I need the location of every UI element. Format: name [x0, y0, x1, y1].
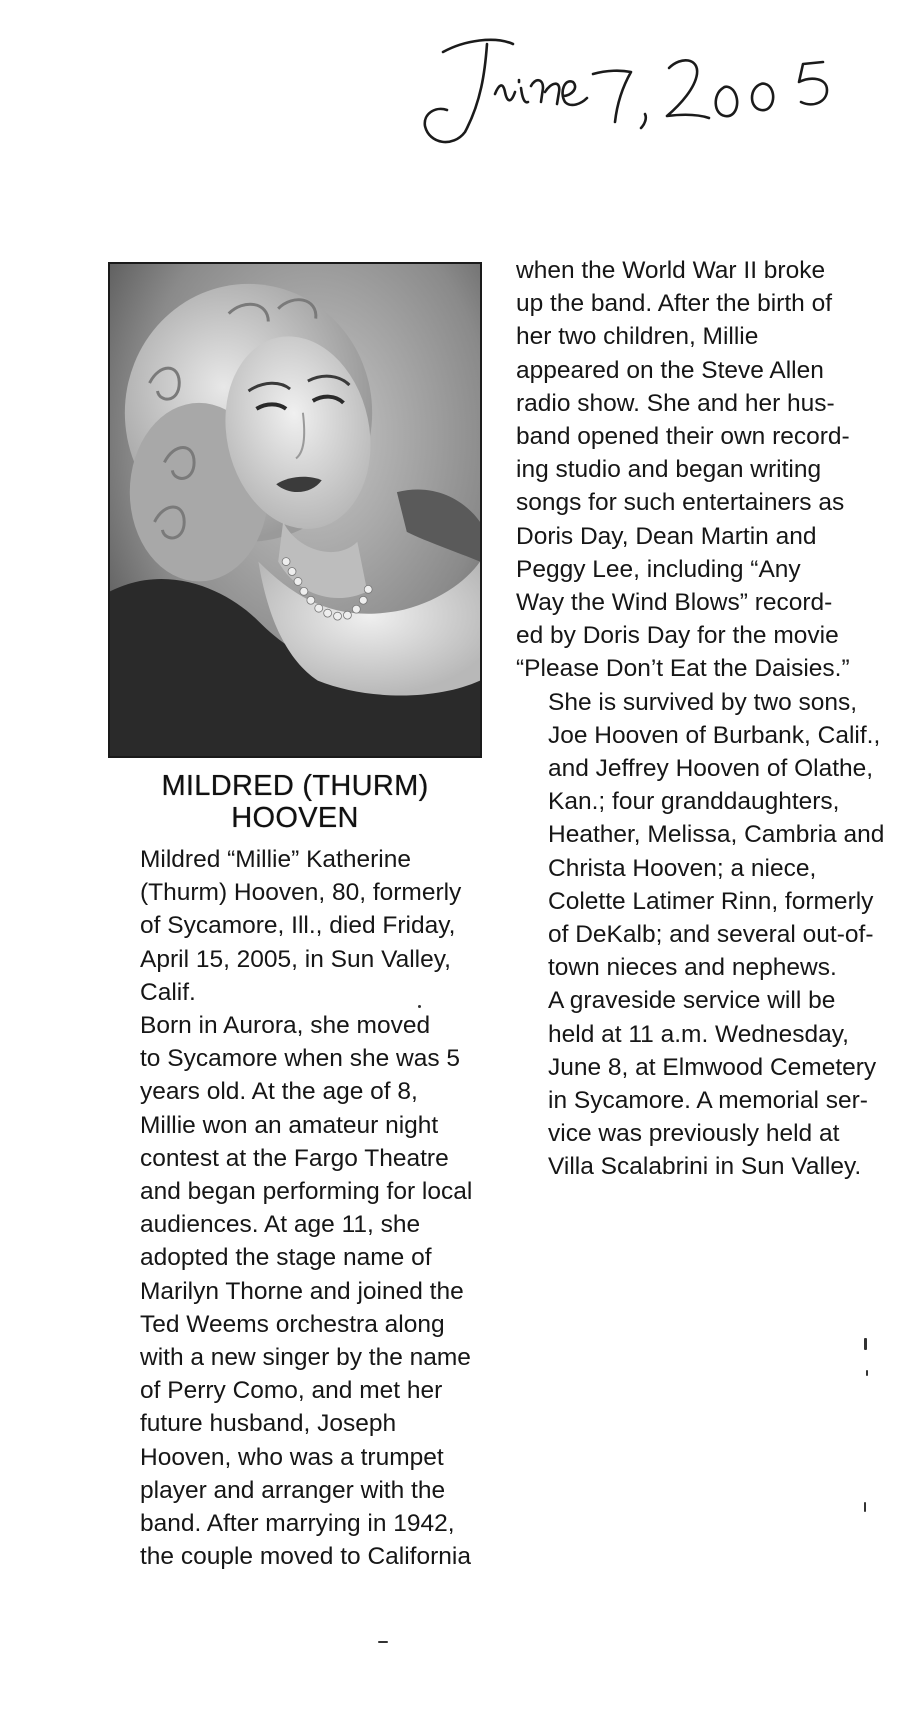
text-line: Mildred “Millie” Katherine: [140, 846, 411, 873]
handwritten-date: [395, 22, 875, 152]
text-line: years old. At the age of 8,: [140, 1078, 418, 1106]
scan-speck: [864, 1338, 867, 1350]
text-line: June 8, at Elmwood Cemetery: [548, 1053, 877, 1081]
right-column: [516, 254, 891, 1184]
text-line: Joe Hooven of Burbank, Calif.,: [548, 721, 881, 749]
text-line: band. After marrying in 1942,: [140, 1510, 455, 1538]
handwritten-date-drawing: [395, 22, 875, 152]
paragraph-biography: [108, 1009, 488, 1573]
text-line: Doris Day, Dean Martin and: [516, 522, 817, 550]
scan-speck: [418, 1005, 421, 1008]
text-line: (Thurm) Hooven, 80, formerly: [140, 879, 462, 907]
text-line: Marilyn Thorne and joined the: [140, 1277, 464, 1305]
text-line: ing studio and began writing: [516, 456, 822, 484]
text-line: town nieces and nephews.: [548, 954, 837, 982]
text-line: band opened their own record-: [516, 423, 850, 451]
text-line: to Sycamore when she was 5: [140, 1045, 461, 1073]
text-line: songs for such entertainers as: [516, 489, 845, 517]
text-line: Millie won an amateur night: [140, 1111, 439, 1139]
text-line: audiences. At age 11, she: [140, 1211, 421, 1239]
text-line: future husband, Joseph: [140, 1410, 397, 1438]
obituary-headline: [108, 770, 482, 834]
scan-speck: [378, 1641, 388, 1643]
left-column: [108, 843, 488, 1573]
text-line: Calif.: [140, 978, 196, 1006]
text-line: when the World War II broke: [516, 257, 826, 284]
text-line: adopted the stage name of: [140, 1244, 432, 1272]
text-line: ed by Doris Day for the movie: [516, 622, 839, 650]
paragraph-death-notice: [108, 843, 488, 1009]
text-line: Born in Aurora, she moved: [140, 1012, 431, 1040]
text-line: She is survived by two sons,: [548, 688, 858, 716]
text-line: appeared on the Steve Allen: [516, 356, 824, 384]
text-line: April 15, 2005, in Sun Valley,: [140, 945, 451, 973]
text-line: “Please Don’t Eat the Daisies.”: [516, 655, 850, 683]
paragraph-survivors: [516, 686, 891, 985]
text-line: Hooven, who was a trumpet: [140, 1443, 444, 1471]
text-line: of Sycamore, Ill., died Friday,: [140, 912, 456, 940]
text-line: Christa Hooven; a niece,: [548, 854, 817, 882]
text-line: held at 11 a.m. Wednesday,: [548, 1020, 849, 1048]
text-line: the couple moved to California: [140, 1543, 471, 1571]
text-line: Villa Scalabrini in Sun Valley.: [548, 1153, 862, 1181]
text-line: of Perry Como, and met her: [140, 1377, 443, 1405]
text-line: contest at the Fargo Theatre: [140, 1144, 449, 1172]
text-line: Peggy Lee, including “Any: [516, 555, 801, 583]
scan-speck: [866, 1370, 868, 1376]
text-line: Ted Weems orchestra along: [140, 1310, 445, 1338]
text-line: Kan.; four granddaughters,: [548, 788, 840, 816]
text-line: with a new singer by the name: [140, 1344, 471, 1372]
scan-speck: [864, 1502, 866, 1512]
portrait-photo-image: [110, 264, 480, 756]
text-line: Colette Latimer Rinn, formerly: [548, 887, 874, 915]
paragraph-service: [516, 984, 891, 1183]
paragraph-career-continued: [516, 254, 891, 686]
headline-line-2: HOOVEN: [231, 802, 359, 834]
text-line: A graveside service will be: [548, 987, 836, 1015]
text-line: radio show. She and her hus-: [516, 389, 835, 417]
text-line: Way the Wind Blows” record-: [516, 589, 833, 617]
text-line: vice was previously held at: [548, 1120, 840, 1148]
portrait-photo: [108, 262, 482, 758]
text-line: player and arranger with the: [140, 1476, 446, 1504]
text-line: and began performing for local: [140, 1178, 473, 1206]
text-line: in Sycamore. A memorial ser-: [548, 1087, 868, 1115]
text-line: of DeKalb; and several out-of-: [548, 921, 874, 949]
text-line: Heather, Melissa, Cambria and: [548, 821, 885, 849]
text-line: her two children, Millie: [516, 323, 759, 351]
text-line: and Jeffrey Hooven of Olathe,: [548, 755, 874, 783]
headline-line-1: MILDRED (THURM): [161, 770, 429, 802]
text-line: up the band. After the birth of: [516, 290, 832, 318]
